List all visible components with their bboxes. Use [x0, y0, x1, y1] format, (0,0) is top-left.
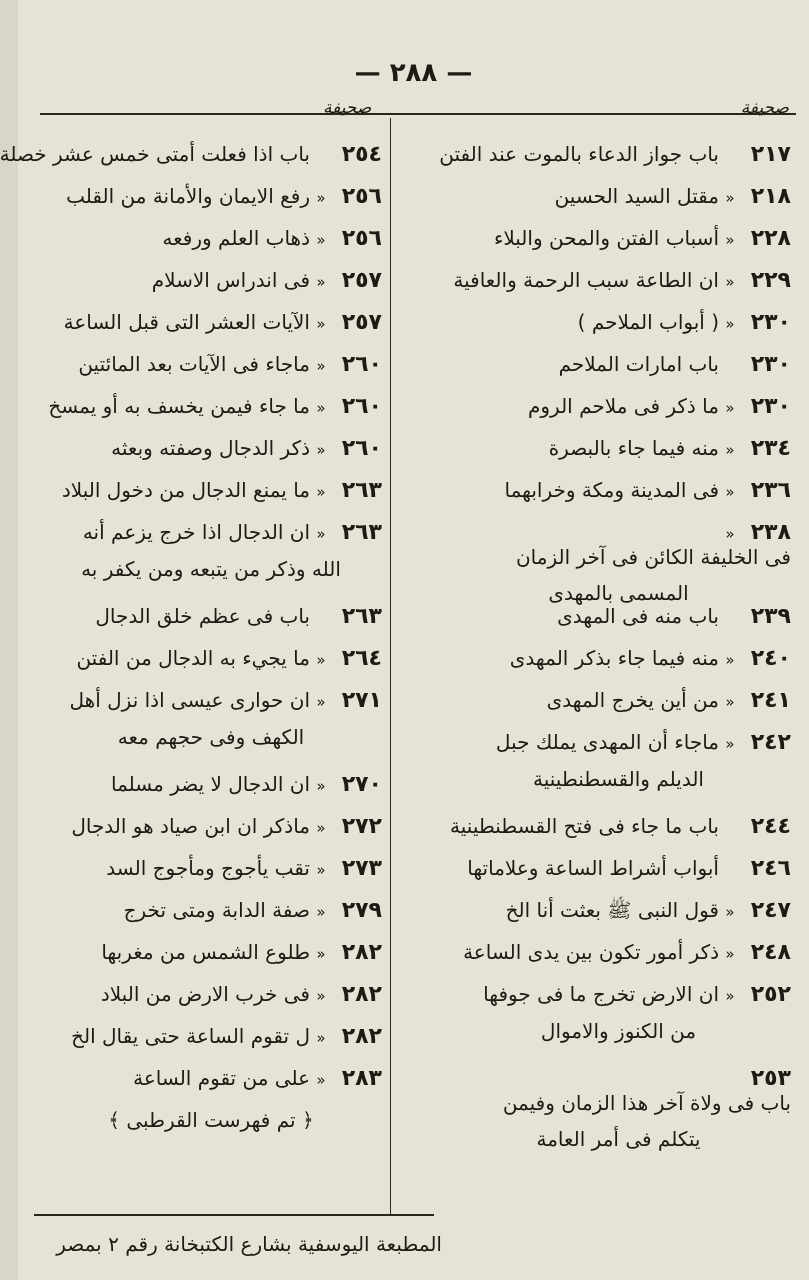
- entry-page-number: ٢٤١: [750, 688, 791, 713]
- entry-page-number: ٢٢٩: [750, 268, 791, 293]
- entry-title: ذكر الدجال وصفته وبعثه: [111, 436, 310, 460]
- entry-page-number: ٢٦٤: [341, 646, 382, 671]
- entry-page-number: ٢٨٢: [341, 1024, 382, 1049]
- entry-page-number: ٢٦٣: [341, 604, 382, 629]
- entry-title: ما جاء فيمن يخسف به أو يمسخ: [48, 394, 310, 418]
- ditto-mark: «: [316, 987, 326, 1005]
- index-entry: [40, 310, 382, 352]
- ditto-mark: «: [316, 903, 326, 921]
- entry-page-number: ٢٤٨: [750, 940, 791, 965]
- entry-page-number: ٢٥٧: [341, 310, 382, 335]
- page-number: — ٢٨٨ —: [354, 58, 473, 88]
- entry-page-number: ٢٧٢: [341, 814, 382, 839]
- entry-title: رفع الايمان والأمانة من القلب: [66, 184, 310, 208]
- ditto-mark: «: [316, 1071, 326, 1089]
- entry-page-number: ٢٥٧: [341, 268, 382, 293]
- entry-title: ان حوارى عيسى اذا نزل أهل: [69, 688, 310, 712]
- index-entry: [40, 814, 382, 856]
- index-entry: [446, 982, 791, 1066]
- index-entry: [446, 520, 791, 604]
- entry-page-number: ٢٥٣: [750, 1066, 791, 1091]
- ditto-mark: «: [316, 441, 326, 459]
- index-entry: [40, 184, 382, 226]
- ditto-mark: «: [316, 483, 326, 501]
- index-entry: [446, 184, 791, 226]
- entry-title: ذكر أمور تكون بين يدى الساعة: [463, 940, 719, 964]
- ditto-mark: «: [725, 231, 735, 249]
- entry-title: ماجاء أن المهدى يملك جبل: [495, 730, 719, 754]
- entry-title: ما يجيء به الدجال من الفتن: [76, 646, 310, 670]
- entry-title-continuation: المسمى بالمهدى: [548, 581, 689, 605]
- ditto-mark: «: [725, 651, 735, 669]
- index-entry: [40, 940, 382, 982]
- entry-page-number: ٢٦٠: [341, 352, 382, 377]
- index-entry: [40, 394, 382, 436]
- entry-page-number: ٢١٧: [750, 142, 791, 167]
- entry-page-number: ٢٣٠: [750, 310, 791, 335]
- entry-title: باب منه فى المهدى: [557, 604, 719, 628]
- index-entry: [446, 646, 791, 688]
- entry-page-number: ٢٥٢: [750, 982, 791, 1007]
- ditto-mark: «: [316, 315, 326, 333]
- ditto-mark: «: [316, 651, 326, 669]
- index-entry: [40, 646, 382, 688]
- entry-title: ماذكر ان ابن صياد هو الدجال: [71, 814, 310, 838]
- ditto-mark: «: [316, 399, 326, 417]
- entry-page-number: ٢٣٦: [750, 478, 791, 503]
- index-entry: [0, 142, 382, 184]
- entry-title: طلوع الشمس من مغربها: [101, 940, 310, 964]
- entry-page-number: ٢٣٩: [750, 604, 791, 629]
- entry-title: أبواب أشراط الساعة وعلاماتها: [467, 856, 719, 880]
- ditto-mark: «: [725, 399, 735, 417]
- entry-title: من أين يخرج المهدى: [546, 688, 719, 712]
- entry-page-number: ٢٧٠: [341, 772, 382, 797]
- index-entry: [446, 730, 791, 814]
- entry-page-number: ٢٥٤: [341, 142, 382, 167]
- entry-page-number: ٢٤٦: [750, 856, 791, 881]
- entry-title: على من تقوم الساعة: [133, 1066, 310, 1090]
- entry-page-number: ٢٨٢: [341, 940, 382, 965]
- ditto-mark: «: [316, 189, 326, 207]
- entry-page-number: ٢١٨: [750, 184, 791, 209]
- entry-title: أسباب الفتن والمحن والبلاء: [493, 226, 719, 250]
- entry-page-number: ٢٤٢: [750, 730, 791, 755]
- index-entry: [446, 436, 791, 478]
- ditto-mark: «: [725, 903, 735, 921]
- entry-page-number: ٢٤٧: [750, 898, 791, 923]
- ditto-mark: «: [316, 1029, 326, 1047]
- entry-page-number: ٢٦٣: [341, 478, 382, 503]
- ditto-mark: «: [725, 483, 735, 501]
- entry-title: باب جواز الدعاء بالموت عند الفتن: [439, 142, 719, 166]
- ditto-mark: «: [725, 525, 735, 543]
- index-entry: [40, 478, 382, 520]
- ditto-mark: «: [316, 357, 326, 375]
- index-entry: [446, 226, 791, 268]
- index-entry: [40, 268, 382, 310]
- entry-title: باب فى عظم خلق الدجال: [95, 604, 310, 628]
- index-entry: [446, 352, 791, 394]
- index-entry: [40, 352, 382, 394]
- left-column: [0, 142, 382, 1150]
- index-entry: [40, 856, 382, 898]
- index-entry: [446, 814, 791, 856]
- entry-title: صفة الدابة ومتى تخرج: [123, 898, 310, 922]
- entry-title: قول النبى ﷺ بعثت أنا الخ: [505, 898, 719, 922]
- index-entry: [446, 310, 791, 352]
- entry-title: باب امارات الملاحم: [558, 352, 719, 376]
- entry-page-number: ٢٣٠: [750, 352, 791, 377]
- entry-title: ان الطاعة سبب الرحمة والعافية: [453, 268, 719, 292]
- ditto-mark: «: [316, 819, 326, 837]
- entry-page-number: ٢٥٦: [341, 184, 382, 209]
- entry-title: ( أبواب الملاحم ): [577, 310, 719, 334]
- index-entry: [446, 268, 791, 310]
- entry-page-number: ٢٣٤: [750, 436, 791, 461]
- ditto-mark: «: [316, 231, 326, 249]
- entry-title: فى المدينة ومكة وخرابهما: [504, 478, 719, 502]
- entry-page-number: ٢٤٤: [750, 814, 791, 839]
- index-entry: [446, 688, 791, 730]
- end-note: ﴿ تم فهرست القرطبى ﴾: [108, 1108, 314, 1132]
- index-entry: [446, 940, 791, 982]
- column-heading-right: صحيفة: [740, 98, 789, 118]
- ditto-mark: «: [316, 861, 326, 879]
- bottom-rule: [34, 1214, 434, 1216]
- entry-title: ما يمنع الدجال من دخول البلاد: [61, 478, 310, 502]
- entry-title: باب ما جاء فى فتح القسطنطينية: [450, 814, 719, 838]
- index-entry: [40, 520, 382, 604]
- entry-title: ان الارض تخرج ما فى جوفها: [483, 982, 719, 1006]
- index-entry: [446, 898, 791, 940]
- entry-title-continuation: من الكنوز والاموال: [540, 1019, 697, 1043]
- index-entry: [40, 772, 382, 814]
- entry-title: الآيات العشر التى قبل الساعة: [63, 310, 310, 334]
- index-entry: [40, 898, 382, 940]
- entry-title-continuation: الكهف وفى حجهم معه: [117, 725, 305, 749]
- ditto-mark: «: [316, 273, 326, 291]
- entry-page-number: ٢٢٨: [750, 226, 791, 251]
- entry-title: باب فى ولاة آخر هذا الزمان وفيمن: [502, 1091, 791, 1115]
- entry-title: ان الدجال لا يضر مسلما: [111, 772, 310, 796]
- index-entry: [40, 688, 382, 772]
- entry-title-continuation: الله وذكر من يتبعه ومن يكفر به: [81, 557, 341, 581]
- entry-title: ذهاب العلم ورفعه: [162, 226, 310, 250]
- entry-page-number: ٢٦٠: [341, 436, 382, 461]
- ditto-mark: «: [725, 693, 735, 711]
- index-entry: [446, 856, 791, 898]
- entry-page-number: ٢٦٣: [341, 520, 382, 545]
- index-entry: [40, 1024, 382, 1066]
- index-entry: [40, 1066, 382, 1108]
- index-entry: [439, 142, 791, 184]
- ditto-mark: «: [316, 525, 326, 543]
- top-rule: [40, 113, 796, 115]
- entry-page-number: ٢٧١: [341, 688, 382, 713]
- entry-title: فى الخليفة الكائن فى آخر الزمان: [515, 545, 791, 569]
- entry-page-number: ٢٣٨: [750, 520, 791, 545]
- entry-title: ل تقوم الساعة حتى يقال الخ: [71, 1024, 310, 1048]
- entry-page-number: ٢٤٠: [750, 646, 791, 671]
- entry-title: ما ذكر فى ملاحم الروم: [528, 394, 719, 418]
- index-entry: [40, 982, 382, 1024]
- index-entry: [446, 604, 791, 646]
- ditto-mark: «: [725, 441, 735, 459]
- entry-title: منه فيما جاء بالبصرة: [548, 436, 719, 460]
- entry-title: فى اندراس الاسلام: [151, 268, 310, 292]
- ditto-mark: «: [725, 315, 735, 333]
- entry-title: ان الدجال اذا خرج يزعم أنه: [82, 520, 310, 544]
- ditto-mark: «: [725, 945, 735, 963]
- entry-title: مقتل السيد الحسين: [554, 184, 719, 208]
- index-entry: [40, 604, 382, 646]
- index-entry: [40, 226, 382, 268]
- column-divider: [390, 118, 391, 1214]
- index-entry: [446, 478, 791, 520]
- entry-page-number: ٢٨٢: [341, 982, 382, 1007]
- entry-page-number: ٢٨٣: [341, 1066, 382, 1091]
- entry-title-continuation: الديلم والقسطنطينية: [533, 767, 704, 791]
- entry-title-continuation: يتكلم فى أمر العامة: [536, 1127, 701, 1151]
- entry-page-number: ٢٧٩: [341, 898, 382, 923]
- index-entry: [446, 1066, 791, 1150]
- index-entry: [446, 394, 791, 436]
- index-entry: [40, 436, 382, 478]
- column-heading-left: صحيفة: [323, 98, 372, 118]
- ditto-mark: «: [725, 987, 735, 1005]
- printer-imprint: المطبعة اليوسفية بشارع الكتبخانة رقم ٢ بمصر: [56, 1232, 442, 1256]
- entry-page-number: ٢٧٣: [341, 856, 382, 881]
- ditto-mark: «: [725, 273, 735, 291]
- entry-title: ماجاء فى الآيات بعد المائتين: [78, 352, 310, 376]
- entry-page-number: ٢٣٠: [750, 394, 791, 419]
- entry-page-number: ٢٦٠: [341, 394, 382, 419]
- right-column: [439, 142, 791, 1151]
- ditto-mark: «: [725, 189, 735, 207]
- ditto-mark: «: [725, 735, 735, 753]
- ditto-mark: «: [316, 693, 326, 711]
- entry-title: تقب يأجوج ومأجوج السد: [106, 856, 310, 880]
- entry-title: فى خرب الارض من البلاد: [100, 982, 310, 1006]
- entry-page-number: ٢٥٦: [341, 226, 382, 251]
- ditto-mark: «: [316, 777, 326, 795]
- entry-title: باب اذا فعلت أمتى خمس عشر خصلة: [0, 142, 310, 166]
- ditto-mark: «: [316, 945, 326, 963]
- entry-title: منه فيما جاء بذكر المهدى: [509, 646, 719, 670]
